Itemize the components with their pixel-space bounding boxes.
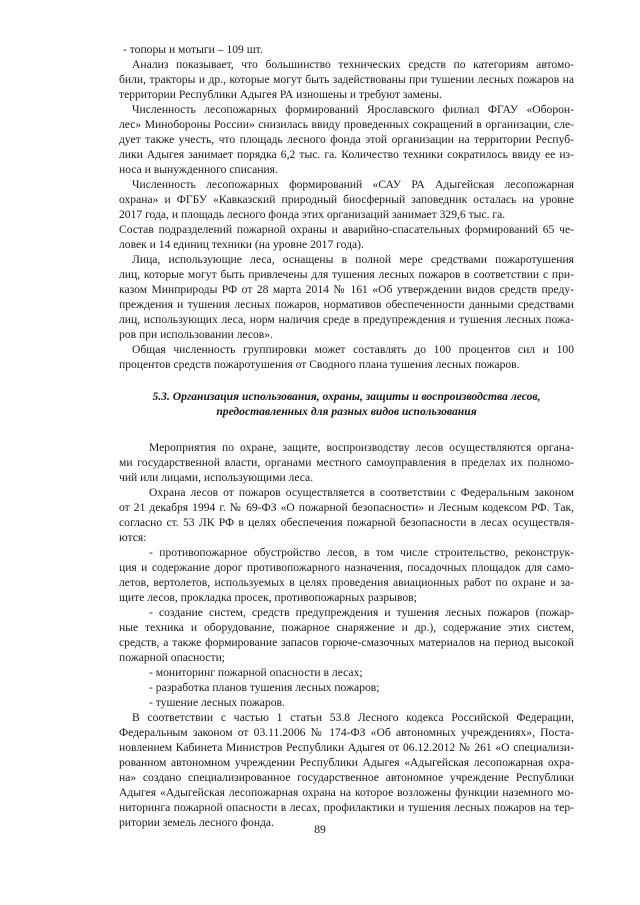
page-number: 89 bbox=[314, 823, 326, 836]
paragraph-fire-law: Охрана лесов от пожаров осуществляется в соответствии с Федеральным законом от 21 декабря 1994 г. № 69-ФЗ «О пожарной безопасности» и Лесным кодексом РФ. Так, согласно ст. 53 ЛК РФ в целях обеспечения пожарной безопасности в лесах осуществля- ются: bbox=[119, 486, 574, 544]
section-heading-line-1: 5.3. Организация использования, охраны, защиты и воспроизводства лесов, bbox=[152, 390, 541, 403]
paragraph-adygea-forces: Численность лесопожарных формирований «САУ РА Адыгейская лесопожарная охрана» и ФГБУ «Кавказский природный биосферный заповедник осталась на уровне 2017 года, и площадь лесного фонда этих организаций занимает 329,6 тыс. га. bbox=[119, 178, 574, 221]
section-heading-line-2: предоставленных для разных видов использования bbox=[216, 405, 477, 418]
list-item-planning: - разработка планов тушения лесных пожаров; bbox=[149, 681, 380, 694]
list-item-monitoring: - мониторинг пожарной опасности в лесах; bbox=[149, 666, 363, 679]
paragraph-autonomous-institution: В соответствии с частью 1 статьи 53.8 Лесного кодекса Российской Федерации, Федеральным законом от 03.11.2006 № 174-ФЗ «Об автономных учреждениях», Поста- новлением Кабинета Министров Республики Адыгея от 06.12.2012 № 261 «О специализи- рованном автономном учреждении Республики Адыгея «Адыгейская лесопожарная охра- на» создано специализированное государственное автономное учреждение Республики Адыгея «Адыгейская лесопожарная охрана на которое возложены функции наземного мо- ниторинга пожарной опасности в лесах, профилактики и тушения лесных пожаров на тер- ритории земель лесного фонда. bbox=[119, 711, 574, 829]
list-item-fire-prevention: - противопожарное обустройство лесов, в том числе строительство, реконструк- ция и содержание дорог противопожарного назначения, посадочных площадок для само- летов, вертолетов, используемых в целях проведения авиационных работ по охране и за- щите лесов, прокладка просек, противопожарных разрывов; bbox=[119, 546, 574, 604]
paragraph-measures: Мероприятия по охране, защите, воспроизводству лесов осуществляются органа- ми государственной власти, органами местного самоуправления в пределах их полномо- чий или лицами, использующими леса. bbox=[119, 441, 574, 484]
paragraph-forest-users: Лица, использующие леса, оснащены в полной мере средствами пожаротушения лиц, которые могут быть привлечены для тушения лесных пожаров в соответствии с при- казом Минприроды РФ от 28 марта 2014 № 161 «Об утверждении видов средств преду- преждения и тушения лесных пожаров, нормативов обеспеченности данными средствами лиц, использующих леса, норм наличия среде в предупреждения и тушения лесных пожа- ров при использовании лесов». bbox=[119, 253, 574, 341]
section-heading bbox=[119, 389, 574, 419]
paragraph-analysis: Анализ показывает, что большинство технических средств по категориям автомо- били, тракторы и др., которые могут быть задействованы при тушении лесных пожаров на территории Республики Адыгея РА изношены и требуют замены. bbox=[119, 58, 574, 101]
paragraph-fire-units: Состав подразделений пожарной охраны и аварийно-спасательных формирований 65 че- ловек и 14 единиц техники (на уровне 2017 года). bbox=[119, 223, 574, 251]
paragraph-group-strength: Общая численность группировки может составлять до 100 процентов сил и 100 процентов средств пожаротушения от Сводного плана тушения лесных пожаров. bbox=[119, 343, 574, 371]
paragraph-yaroslavl-branch: Численность лесопожарных формирований Ярославского филиал ФГАУ «Оборон- лес» Минобороны России» снизилась ввиду проведенных сокращений в организации, сле- дует также учесть, что площадь лесного фонда этой организации на территории Респуб- лики Адыгея занимает порядка 6,2 тыс. га. Количество техники сократилось ввиду ее из- носа и вынужденного списания. bbox=[119, 103, 574, 176]
list-item-extinguishing: - тушение лесных пожаров. bbox=[149, 696, 285, 709]
paragraph-tools-list: - топоры и мотыги – 109 шт. bbox=[123, 43, 263, 56]
list-item-systems: - создание систем, средств предупреждения и тушения лесных пожаров (пожар- ные техника и оборудование, пожарное снаряжение и др.), содержание этих систем, средств, а также формирование запасов горюче-смазочных материалов на период высокой пожарной опасности; bbox=[119, 606, 574, 664]
